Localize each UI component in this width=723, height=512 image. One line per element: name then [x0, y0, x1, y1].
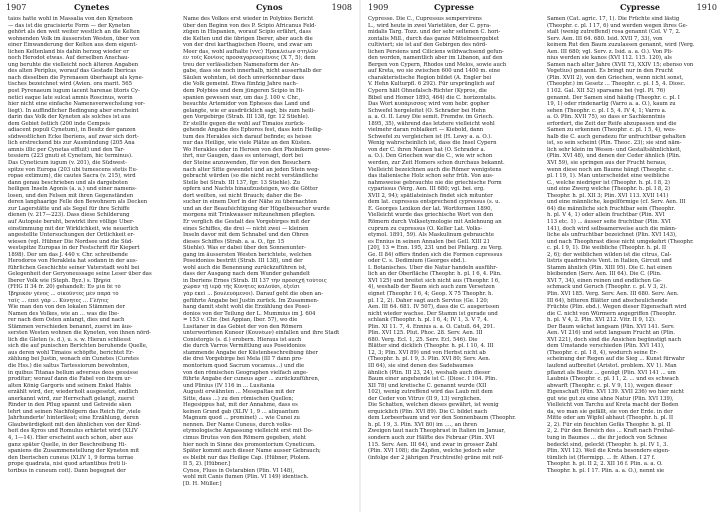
text-line: über den Beginn von des P. Scipio Africanus Feld- [183, 22, 317, 29]
text-column-2 [183, 16, 353, 510]
text-line: (Plin. XVII 2), von den Griechen, wenn nicht sonst, [547, 74, 684, 81]
text-line: cyparissus (Verg. Aen. III 680; vgl. bei. erg. [368, 186, 485, 193]
text-line: 1895, 35), während das letztere vielleicht wohl [368, 120, 495, 127]
text-line: erzählt wird, der, wiederholt ausgesetzt, endlich [8, 389, 139, 396]
text-line: (infolge der 2 jährigen Fruchtreife) grüne mit reif- [368, 454, 504, 461]
text-line: Wie man den von den lokalen Stämmen der [8, 304, 126, 311]
text-line: einstimmung mit der Wirklichkeit, wie neuerlich [8, 225, 139, 232]
text-line: dass der Ausgang nach dem Wunder gehandelt [183, 271, 310, 278]
text-line: heiligen Inseln Agonis (a. a.) und einer namens- [8, 186, 137, 193]
text-line: Ge. II 84) offers finden sich die Formen cupressus [368, 251, 503, 258]
text-line: Wo Herakles oder in Heroen von den Phoinikern gewe- [183, 146, 332, 153]
text-line: proditur; worauf dann die Fabel von ihrem ur- [8, 376, 133, 383]
text-line: 12, 3; Plin. XVI 89) und von Herbst nicht ab [368, 349, 486, 356]
text-line: dieses Schiffes (Strab. a. a. O., fgr. 15 [183, 238, 285, 245]
text-line: Schwefel zu vergleichen ist (H. Lewy a. a. O.). [368, 133, 492, 140]
page-number-left: 1907 [6, 3, 27, 12]
text-line: bleibenden (Serv. Aen. III 64). Die C. (Plin. [547, 271, 662, 278]
text-line: gabe, dass sie noch innerhalb, nicht ausserhalb der [183, 68, 322, 75]
text-line: sehen (Theophr. c. pl. I 5, 4. IV 4, 1; Varro a. [547, 107, 667, 114]
text-line: midalis Targ. Tozz. und der sehr seltenen C. hori- [368, 29, 501, 36]
text-line: nennen. Der Name Cuneus, durch volks- [183, 421, 293, 428]
text-line: keinen Grund gab (XLIV 1, 9 ... aliquantum [183, 408, 299, 415]
text-line: werden, zur Zeit Homers schon durchaus bekannt. [368, 160, 505, 167]
text-line: südwestlichen Ecke Iberiens, auf zwar sich dort- [8, 133, 139, 140]
text-line: etymologische Anpassung vielleicht erst mit Do- [183, 428, 313, 435]
text-line: die durch Varros Vermittlung aus Poseidonios [183, 343, 306, 350]
text-line: das italienische Holz schon sehr früh. Von aus- [368, 173, 494, 180]
text-line: montorium quod Sacrum vocamus...) und die [183, 362, 305, 369]
text-line: zur Lagerstätte und als Segel für ihre Schiffe [8, 205, 130, 212]
text-line: dem Gebiet östlich (200 inde Cempsis [8, 120, 111, 127]
text-line: XVI 59), sie springen aus der Frucht heraus, [547, 160, 667, 167]
text-line: — das ist die gracisierte Form — der Kyneten [8, 22, 131, 29]
running-head: Cynetes [74, 2, 110, 12]
text-line: Stamm ähnlich (Plin. XIII 95). Die C. hat einen [547, 264, 672, 271]
text-line: abwarft (Theophr. c. pl. V 9, 11), wegen dieser [547, 382, 673, 389]
text-line: zählung bei Justin, wonach ein Cunetes (Curetes [8, 356, 139, 363]
text-line: dem Polybios und dem jüngeren Scipio in Hi- [183, 88, 305, 95]
text-line: Samen (Cat. agric. 17, 1). Die Früchte sind lästig [547, 16, 680, 22]
text-line: Vielleicht von Tarchu auf Kreta macht der Boden [547, 402, 679, 409]
text-line: 4, 1—14). Hier erscheint auch schon, aber aus [8, 435, 133, 441]
text-line: 2, 2. Für den Bereich des ... Kraft nach Freihal- [547, 428, 675, 435]
text-line: von der drei karthagischen Heere, und zwar am [183, 42, 313, 49]
text-line: anerkannt wird, zur Herrschaft gelangt, zuerst [8, 395, 135, 402]
text-line: dem lat. cupressus entsprechend cypressus (s. u. [368, 199, 501, 206]
text-line: hier noch in Sinne des promontorium Cyneticum. [183, 441, 316, 448]
text-line: 64) die männliche sich fruchtbar sein (Theophr. [547, 205, 676, 212]
text-line: L., wird heute in zwei Varietäten, der C. pyra- [368, 22, 491, 29]
text-line: Gelegenheit der Geryoneussage seine Leser über das [8, 271, 152, 278]
text-line: Schwefel hergeleitet (O. Schrader bei Hehn [368, 107, 486, 114]
text-line: III 64), sie sind denen des Sadebaumes [368, 362, 474, 369]
text-line: zontalis Mill., durch das ganze Mittelmeergebiet [368, 35, 499, 42]
text-line: besuchte Artemidor von Ephesos das Land und [183, 101, 310, 108]
right-page-header [368, 2, 717, 13]
text-line: und an der Beaufsichtigung der Hügelbesucher wurde [183, 205, 330, 212]
text-line: halb die C. auch geradezu für unfruchtbar gehalten [547, 133, 686, 140]
text-line: Aen. III 680; vgl. Serv. z. Isid. a. a. O.). Von Pli- [547, 48, 673, 55]
text-line: und Plinius (IV 116 in ... Lusitania [183, 382, 275, 389]
text-line: a. a. O. II. Lewy Die semit. Fremdw. im Griech. [368, 114, 494, 121]
text-line: einer Einwanderung der Kelten aus dem eigent- [8, 42, 138, 49]
text-line: Römern durch Volksetymologie mit Anlehnung an [368, 218, 502, 225]
text-line: χώραν τῇ ἱερᾷ τῆς Κύνητες καλοῦσι, ἐξεῖσι [183, 284, 300, 291]
text-line: vielmehr daran roblaikert — Kiebold, dann [368, 127, 484, 134]
text-line: Plin. XVI 12). Weil die Kreta besonders eigen- [547, 448, 670, 455]
text-line: dem Umstande verschieden (Plin. XVI 141), [547, 343, 665, 350]
text-line: Meer das, wohl aufhalte (vvc) Ἡρακλείων στηλῶν [183, 48, 318, 55]
text-line: a. O.). Den Griechen war die C., wie wir schon [368, 153, 493, 160]
text-line: Plin. XI 11. 7, 4. Ennius a. a. O. Catull. 64, 291. [368, 323, 495, 330]
text-line: V. Hehn Kulturpfl. 6 292). Für ursprünglich auf [368, 81, 495, 88]
text-line: (Plin. XVI 108); die Zapfen, welche jedoch sehr [368, 448, 495, 455]
text-line: Hegesippus hat, mit der Annahme, dass es [183, 402, 298, 409]
text-line: pl. I 2, 2). Daher sagt auch Servius (Ge. I 20; [368, 297, 489, 304]
text-line: 115. Serv. Aen. III 64), und zwar in grosser Zahl [368, 441, 498, 448]
text-line: Sitte, dass ...) zu den römischen Quellen; [183, 395, 294, 402]
text-line: auf Kreta, wo sie zwischen 600 und 1400 m. eine [368, 68, 501, 75]
text-line: E. Georges Lexikon der lat. Wortformen 1890, [368, 205, 493, 212]
text-line: charakteristische Region bildet (A. Engler bei [368, 74, 492, 81]
text-line: dann genau beschrieben und als dargeboten [8, 179, 128, 186]
text-line: 19, 1) oder rindenartig (Varro a. a. O.), kaum zu [547, 101, 676, 108]
text-line: Das Cyneticum iugum (v. 201), die Südwest- [8, 160, 127, 167]
text-line: [20], 13 = Enn. 195, 231 und bei Philarg. zu Verg. [368, 245, 503, 252]
text-column-1 [8, 16, 176, 510]
text-line: Er verglich die Gestalt des Vorgebirges mit der [183, 218, 311, 225]
text-line: Früchte (Plin. ebd.). Wegen dieser Eigenschaft wird [547, 304, 687, 311]
text-line: stalt (wenig zutreffend) rosa genannt (Col. V 7, 2. [547, 29, 681, 36]
running-head-2: Cynos [256, 2, 283, 12]
text-line: und eine männliche, kegelförmige (cf. Serv. Aen. III [547, 199, 686, 206]
text-line: cuprum zu cupressus (O. Keller Lat. Volks- [368, 225, 483, 232]
text-line: (Plin. XVI 48), und denen der Ceder ähnlich (Plin. [547, 153, 681, 160]
text-line: adiacent populi Cynetum), in Besitz der ganzen [8, 127, 136, 134]
text-line: XII 78) und kretische C. genannt wurde (XII [368, 382, 487, 389]
text-line: [D. H. Müller.] [183, 480, 222, 487]
text-line: rer nach dem Osten anlangt, dies und nach [8, 317, 125, 324]
text-line: Säulen wohnten, ist doch unverkennbar dass [183, 74, 304, 81]
text-line: h. pl. I 9, 3. Plin. XVI 80) im ...., an ihren [368, 421, 478, 428]
text-line: 4), weshalb der Baum sich auch zum Versetzen [368, 284, 495, 291]
text-line: tümlich ist (Hermipp. ... fr. Athen. I 27 f. [547, 454, 656, 461]
text-line: aus deren wohl Timaios schöpfte, berichtet Er- [8, 349, 135, 356]
text-line: Rinder in den Pflug spannt und Getreide säen [8, 402, 132, 409]
text-line: wohl mit Canis flumen (Plin. VI 149) identisch. [183, 474, 309, 481]
text-line: Mitte oder am Wipfel abhaut (Theophr. h. pl. II [547, 415, 674, 422]
text-line: Magnum quod ... prominet) ... wie Cunei zu [183, 415, 300, 422]
text-line: Aen. VI 216) und setzt langsam Frucht an (Plin. [547, 330, 676, 337]
text-line: Ἰβηρικὸν γένος ... οἰκοῦντες μὲν παρὰ τὸ [8, 290, 119, 297]
text-line: listris quadrivalvis Vent. in Italien, Gircuit und [547, 258, 672, 265]
text-line: ganz später Quelle, in der Beschreibung Hi- [8, 441, 127, 448]
text-line: sondern auch zur Hälfte des Februar (Plin. XVI [368, 435, 495, 441]
text-line: da, wo man sie gefällt, sie von der Erde. in der [547, 408, 673, 415]
text-line: Iberer Volk wie (Steph. Byz.) s. Ἰβηρία [8, 277, 111, 284]
right-page [362, 0, 723, 512]
text-line: Stelle bei Strab. III 137, fgr. 13 Stiehle). Zu [183, 179, 301, 186]
text-line: Samen nach alter Jahre (XVII 73, XXIV 15; ebenso von [547, 61, 694, 68]
text-line: XVI 125) und breitet sich nicht aus (Theophr. I 6, [368, 277, 500, 284]
text-line: spanien gewesen war, um das J. 100 v. Chr., [183, 94, 301, 101]
text-line: Später kommt auch dieser Name ausser Gebrauch; [183, 448, 321, 455]
text-line: erquicklich (Plin. XVI 89). Die C. bildet nach [368, 408, 488, 415]
text-line: pflanzt als Besitz ... genügt (Plin. XVI 141 ... um [547, 369, 676, 376]
text-line: lich sehr klein im Wesen- und Gestaltsähnlichkeit, [547, 146, 682, 153]
text-line: post Pyrenaeum iugum iacent harenae litoris Cy- [8, 88, 140, 95]
text-line: lich erstreckend bis zur Ausmündung (205 Ana [8, 140, 135, 147]
text-line: etymol. 1891, 59). Als Maskulinum gebrauchte [368, 232, 494, 239]
text-line: in quibus Titanas bellum adversus deos gessisse [8, 369, 139, 376]
text-line: Augusti erwähnten ... Mesepaltae mit der [183, 389, 295, 396]
text-column-1 [368, 16, 538, 510]
text-line: ταῖς ... ἐπεὶ γὰρ ... Κύνητες ... Γλῆτες [8, 297, 109, 304]
text-line: nur das Heilige, wie viele Plätze an den Küsten. [183, 140, 312, 147]
text-line: stammende Angabe der Küstenbeschreibung über [183, 349, 318, 356]
text-line: Vegetius) genannt. Es bringt nur in den Frucht [547, 68, 674, 75]
text-line: 680. Verg. Ecl. 1, 25. Serv. Ecl. 546). Die [368, 336, 478, 343]
text-line: heit des Kyros und Romulus erhärtet wird (XLIV [8, 428, 138, 435]
text-line: gehört als den weit weiter westlich an die Kelten [8, 29, 140, 36]
page-number-right: 1910 [696, 3, 717, 12]
text-line: in Iberiens Ernes (Strab. III 137 τὴν προσεχῆ τούτοις [183, 277, 327, 284]
running-head-2: Cypresse [620, 2, 661, 12]
text-line: Er stellte gegen die wohl auf Timaios zurück- [183, 120, 305, 127]
text-line: hier nicht eine einfache Namensverwechslung vor- [8, 101, 145, 108]
text-line: und eine Zwerg welche (Theophr. h. pl. I 8, 2) [547, 186, 671, 193]
text-line: I 102. Gal. XII 52) sparsame bei (vgl. Pl. 76) [547, 88, 666, 95]
text-line: noch Herodot etwas. Auf derselben Anschau- [8, 55, 130, 62]
text-line: Conistorgis (s. d.) erobern. Hieraus ist auch [183, 336, 302, 343]
text-line: eignet (Theophr. I 6, 4; Geop. X 75 Theophr. h. [368, 290, 494, 297]
text-line: Plin. XVI 125. Plut. Phoc. 28. Serv. Aen. III [368, 330, 483, 337]
text-line: Name des Volkes erst wieder in Polybios Bericht [183, 16, 314, 22]
text-line: lichen Persiens und Ciliciens wildwachsend gefun- [368, 48, 504, 55]
text-line: lich die Gleten (s. d.), u. s. w. Hieran schliesst [8, 336, 131, 343]
text-line: dort weilten, sei nicht Brauch; daher die Be- [183, 192, 303, 199]
text-line: (Theophr. c. pl. I 17, 6) und werden wegen ihres Ge- [547, 22, 688, 29]
text-line: es bleibt nur das Heilige Cap. (Hübner, Ptolem. [183, 454, 311, 461]
text-line: erfordert, die Zeit der Reife abzupassen und die [547, 120, 677, 127]
text-line: genannt. Der Samen sind häufig (Theophr. c. pl. I [547, 94, 680, 101]
text-line: den worden, namentlich aber im Libanon, auf den [368, 55, 503, 62]
left-page [0, 0, 358, 512]
text-line: (FHG II 34 fr. 20) gehandelt: Ἐν μία δὲ τὸ [8, 284, 121, 291]
text-line: dem Lorbeerbaum und vor den Sonnenbaum (Theophr. [368, 415, 516, 422]
text-line: cimus Brutus von den Römern gegeben, steht [183, 435, 307, 441]
text-line: nach dieselben die Pyrenaeen überhaupt als kyne- [8, 74, 144, 81]
text-line: Bergen von Cypern, Rhodos und Melos, sowie auch [368, 61, 507, 68]
text-line: Inseln davor mit dem Schnabel und den Ohren [183, 232, 309, 239]
text-line: liegt). In auffindlicher Bedingung aber erscheint [8, 107, 139, 114]
text-line: die C. nicht von Würmern angegriffen (Theophr. [547, 310, 677, 317]
text-line: Das Wort κυπάρισσος wird vom hebr. gopher [368, 101, 490, 108]
text-line: Stämmen verschieden benannt, zuerst im äus- [8, 323, 133, 330]
text-line: wohnenden Volk im äussersten Westen, über von [8, 35, 140, 42]
text-line: deren langhaarige Felle den Bewohnern als Decken [8, 199, 148, 206]
text-line: netici eaque late sulcat amnis Roscinus, worin [8, 94, 133, 101]
text-line: Herodoros von Herakleia hat sodann in der aus- [8, 258, 138, 265]
text-line: Aen. III 64. 681. IV 507), dass die C. ausgerissen [368, 304, 500, 311]
text-line: lichen Keltenland bis dahin herzog wieder er [8, 48, 129, 55]
text-line: Blätter sind dicklich (Theophr. h. pl. I 10, 4. III [368, 343, 494, 350]
text-line: 2, 2). Für ein feuchten Gefäs Theophr. h. pl. II [547, 421, 671, 428]
text-line: die Hss.) die saltus Tartessiorum bewohnten, [8, 362, 130, 369]
text-line: westspitze Europas in der Festschrift für Kiepert [8, 245, 140, 252]
text-line: keinem Rut den Baum zuzulassen genannt, wird (Verg. [547, 42, 695, 49]
text-line: Theophr. h. pl. XII 3; Plin. XVI 113. XVII 141) [547, 192, 669, 199]
text-line: gelangte, wie er ausdrücklich sagt, bis zum heili- [183, 107, 316, 114]
text-line: Glaubwürdigkeit mit den ähnlichen von der Kind- [8, 421, 142, 428]
text-line: XVI 7, 34), einen reinen und endlichen Ge- [547, 277, 662, 284]
text-line: von den römischen Geographen vielfach ange- [183, 369, 308, 376]
text-line: des alten Periplus, worauf das Gestade Ibericas [8, 68, 137, 75]
text-line: toribus in cuneum coit). Dann begegnet der [8, 467, 126, 474]
text-line: wiesen (vgl. Hübner Die Nordsee und die Süd- [8, 238, 134, 245]
text-line: Serv. Aen. III 64. 680. Isid. XVII 7, 33), von [547, 35, 663, 42]
text-line: treu der verlässlichen Namensform der An- [183, 61, 300, 68]
text-line: amnis illic per Cynetas effluit) und den Tar- [8, 146, 125, 153]
text-line: prope quadrata, nisi quod artantibus freti li- [8, 461, 128, 468]
text-line: angestellte Untersuchungen der Örtlichkeit er- [8, 232, 135, 239]
text-line: I. Botanisches. Über die Natur handeln ausführ- [368, 264, 498, 271]
text-line: Die Schatten, welchen dieses gewährt, ist wenig [368, 402, 499, 409]
text-line: hang damit steht wohl die Erzählung des Posei- [183, 304, 311, 311]
text-line: die drei Vorgebirge bei Mela (III 7 dann pro- [183, 356, 303, 363]
text-line: Vielleicht wurde das griechische Wort von den [368, 212, 494, 219]
left-page-header [6, 2, 352, 13]
text-line: von der C. ihren Namen hat (O. Schrader a. [368, 146, 486, 153]
text-line: Namen des Volkes, wie an ... was die Ibe- [8, 310, 120, 317]
text-line: nach alter Sitte gewendet und an jeden Stein weg- [183, 166, 320, 173]
text-line: Theophr. h. pl. II 2, 2. XII 16 f. Plin. a. a. O. [547, 461, 663, 468]
text-line: 113 etc. 1) ... äusser seite fruchtbar (Plin. XVI [547, 218, 671, 225]
text-line: Cynos, Fluss in Ostarabien (Plin. VI 148), [183, 467, 295, 474]
text-line: 2, 6); der weiblichen wilden ist die citrus, Cal- [547, 251, 672, 258]
text-line: die Volk gemeint. Etwa fünfzig Jahre nach- [183, 81, 298, 88]
text-line: (Theophr. h. pl. I 9, 3. Plin. XVI 80; Serv. Aen. [368, 356, 491, 363]
text-line: 102), wenig zutreffend wird das Laub mit dem [368, 389, 493, 396]
text-line: laufend aufbreitet (Aristot. problem. XV 1). Man [547, 362, 677, 369]
text-line: opfern und Nachts hinaufzusteigen, wo die Götter [183, 186, 318, 193]
text-line: Bibel und Homer 1893, 464) die C. horizontalis. [368, 94, 497, 101]
text-line: schlank (Theophr. h. pl. I 6, 4; IV 1, 3. V 7, 4. [368, 317, 489, 324]
text-line: = 153 v. Chr. (bei Appian, Iber. 57), wo die [183, 317, 298, 324]
text-line: lehrt und seinen Nachfolgern das Reich für ,viele [8, 408, 141, 415]
text-line: Zweigen taut nach Theophrast in Italien im Januar, [368, 428, 506, 435]
text-line: II 5, 2). [Hübner.] [183, 461, 231, 468]
text-line: spaniens die Zusammenstellung der Kyneten mit [8, 448, 140, 455]
text-line: Der Baum wächst langsam (Plin. XVI 141. Serv. [547, 323, 675, 330]
text-line: gut wie gut zu eine ahne Natur (Plin. XVI 139), [547, 395, 674, 402]
text-line: liche als unfruchtbar bezeichnet (Plin. XVI 143), [547, 232, 677, 239]
text-line: Plin. XVI 185. Verg. Serv. Aen. III 680. Serv. Aen. [547, 290, 679, 297]
text-line: der Ceder von Vitruv (II 9, 13) verglichen. [368, 395, 482, 402]
text-line: führlichen Geschichte seiner Vaterstadt wohl bei [8, 264, 140, 271]
text-line: es Ennius in seinen Annalen (bei Gell. XIII 21 [368, 238, 491, 245]
text-line: ropae extimum), die cautes Sacra (v. 215), wird [8, 173, 136, 180]
text-line: scheinung der Regen auf die Sieg ... Kunst fürwahr [547, 356, 685, 363]
text-line: sich die auf punischen Berichten beruhende Quelle, [8, 343, 148, 350]
text-line: darin das Volk der Kyneten als solches ist aus [8, 114, 131, 121]
text-line: Eigenschaft (Plin. XVI 139. XVII 236) wo hier nicht [547, 389, 684, 396]
text-line: C., welche niedriger ist (Theophr. h. pl. I 8, 2) [547, 179, 670, 186]
text-line: der Steine anzuwenden, für von den Besuchern [183, 160, 311, 167]
text-line: h. pl. V 4, 2. Plin. XVI 212. Vitr. II 9, 12). [547, 317, 656, 324]
page-number-left: 1909 [368, 3, 389, 12]
text-line: geführte Angabe bei Justin zurück. Im Zusammen- [183, 297, 319, 304]
text-line: lich an der Oberfläche (Theophr. h. pl. I 6, 4. Plin. [368, 271, 502, 278]
text-line: Jahrhunderte' hinterlässt; eine Erzählung, deren [8, 415, 139, 422]
text-line: h. pl. V 4, 1) oder allein fruchtbar (Plin. XVI [547, 212, 665, 219]
text-line: taios hatte wohl in Massalia von den Kyneteon [8, 16, 133, 22]
text-line: donios von der Teilung der L. Mummius im J. 604 [183, 310, 316, 317]
text-line: führte Angabe der cuneus ager ... zurückzuführen, [183, 376, 320, 383]
text-line: Lusitaner in das Gebiet der von den Römern [183, 323, 303, 330]
text-line: cultiviert; sie ist auf den Gebirgen des nörd- [368, 42, 487, 49]
text-line: gang im äussersten Westen berichtete, welchen [183, 251, 312, 258]
text-line: nahmsweise gebrauchte nie die griechische Form [368, 179, 502, 186]
text-line: gebracht würden (so die nicht recht verständliche [183, 173, 318, 180]
text-line: Wenig wahrscheinlich ist, dass die Insel Cypern [368, 140, 497, 147]
text-line: sucher in einem Dorf in der Nähe zu übernachten [183, 199, 317, 206]
text-line: tisches bezeichnet wird (Avien. ora marit. 565 [8, 81, 133, 88]
text-line: 1898). Der um das J. 440 v. Chr. schreibende [8, 251, 128, 258]
text-line: sersten Westen wohnen die Kyneten, von ihnen nörd- [8, 330, 151, 337]
text-line: gen Vorgebirge (Strab. III 138, fgr. 12 Stiehle). [183, 114, 310, 121]
text-line: alten König Gargoris und seinem Enkel Habis [8, 382, 131, 389]
text-line: gehende Angabe des Ephoros fest, dass kein Heilig- [183, 127, 323, 134]
text-line: bedeckt sind, geleckt (Theophr. h. pl. IV 1, 3. [547, 441, 669, 448]
text-line: XVI 221), doch sind die Ansichen begünstigt nach [547, 336, 682, 343]
text-line: Theophr. h. pl. I 17. Plin. a. a. O.), nennt sie [547, 467, 665, 474]
text-line: zügen in Hispanien, worauf Scipio erfährt, dass [183, 29, 312, 36]
text-line: pl. I 19, 1). Man unterscheidet eine weibliche [547, 173, 670, 180]
text-line: Vielleicht bezeichnen auch die Römer wenigstens [368, 166, 502, 173]
text-line: Stiehle). Was er dabei über den Sonnenunter- [183, 245, 306, 252]
text-line: wenn diese noch am Baume hängt (Theophr. c. [547, 166, 674, 173]
page-number-right: 1908 [331, 3, 352, 12]
text-line: die Kelten und die übrigen Iberer, aber auch die [183, 35, 313, 42]
text-line: tessiern (223 gnuti et Cynetum, hic terminus). [8, 153, 133, 160]
text-line: ist, so sein scheint (Plin. Theoc. 23); sie sind näm- [547, 140, 682, 147]
text-line: eines Schiffes, die drei — nicht zwei — kleinen [183, 225, 309, 232]
text-line: ἐν τοῖς Κονίοις προσαγορευομένοις (X 7, 5); dem [183, 55, 316, 62]
text-line: dienen (v. 217—223). Dass diese Schilderung [8, 212, 130, 219]
text-line: oder C. s. Dedimium (Georges ebd.). [368, 258, 466, 265]
text-line: und nach Theophrast diese nicht umgekehrt (Theophr. [547, 238, 694, 245]
text-line: c. pl. I 9, 1). Die weibliche (Theophr. h. pl. II [547, 245, 667, 252]
text-line: nius werden sie kanos (XVI 112. 115. 120), als [547, 55, 672, 62]
text-line: Cypern hält Ohnefalsch-Richter (Kypros, die [368, 88, 487, 95]
text-column-2 [547, 16, 717, 510]
text-line: (Theophr. c. pl. I 8, 4), wodurch seine Er- [547, 349, 658, 356]
text-line: a. O. Plin. XVII 75), so dass er Sachkenntnis [547, 114, 666, 121]
text-line: ung beruhte die vielleicht noch älteren Angaben [8, 61, 139, 68]
text-line: Laubnis (Theophr. c. pl. I 1, 2. ... und es schwach [547, 376, 679, 383]
text-line: losen, und den Felsen mit ihren Gegenständen [8, 192, 134, 199]
text-line: schmack und Geruch (Theophr. c. pl. V 3, 2). [547, 284, 668, 291]
text-line: morgens mit Trinkwasser mitzunehmen pflegten. [183, 212, 316, 219]
text-line: XVII 2, 94); spätlateinisch findet sich mitunter [368, 192, 493, 199]
text-line: den Iberischen cuneus (XLIV 1, 9 forma terrae [8, 454, 134, 461]
text-line: tum des Herakles sich darauf befinde; es heisse [183, 133, 312, 140]
page-gutter [359, 0, 361, 512]
text-line: nicht wieder wachse. Der Stamm ist gerade und [368, 310, 498, 317]
text-line: tung in Baumes ... die ihr jedoch von Schnee [547, 435, 668, 441]
text-line: spitze von Europa (203 ubi tumescens stetis Eu- [8, 166, 138, 173]
text-line: unterworfenen Kuneer (Κουνέων) einfallen und ihre Stadt [183, 330, 340, 337]
text-line: ihrt, nur Gaugen, dass es untersagt, dort bei [183, 153, 304, 160]
text-line: Baum einer angehende ist C. (Diosc. I 104. Plin. [368, 376, 498, 383]
text-line: wohl auch die Benennung zurückzuführen ist, [183, 264, 307, 271]
text-line: 141), doch wird selbsamerweise auch die männ- [547, 225, 677, 232]
text-line: III 64), bitteren Blätter und abscheulichende [547, 297, 668, 304]
text-line: ähnlich (Plin. III 23, 24), weshalb auch dieser [368, 369, 491, 376]
text-line: γὰρ ἐκεῖ ... βουλευόμενοι). Darauf geht die oben an- [183, 290, 323, 297]
text-line: Poseidonios bestritt (Strab. III 138), und der [183, 258, 303, 265]
text-line: (Theophr.) im Gesetz ... Theophr. c. pl. I 5, 4. Diosc. [547, 81, 686, 88]
text-line: Samen zu erkennen (Theophr. c. pl. I 5, 4), wes- [547, 127, 676, 134]
text-line: auf Autopsie beruht, bewirkt ihre völlige Über- [8, 218, 135, 225]
text-line: Cypresse. Die C., Cupressus sempervirens [368, 16, 482, 22]
running-head: Cypresse [434, 2, 475, 12]
